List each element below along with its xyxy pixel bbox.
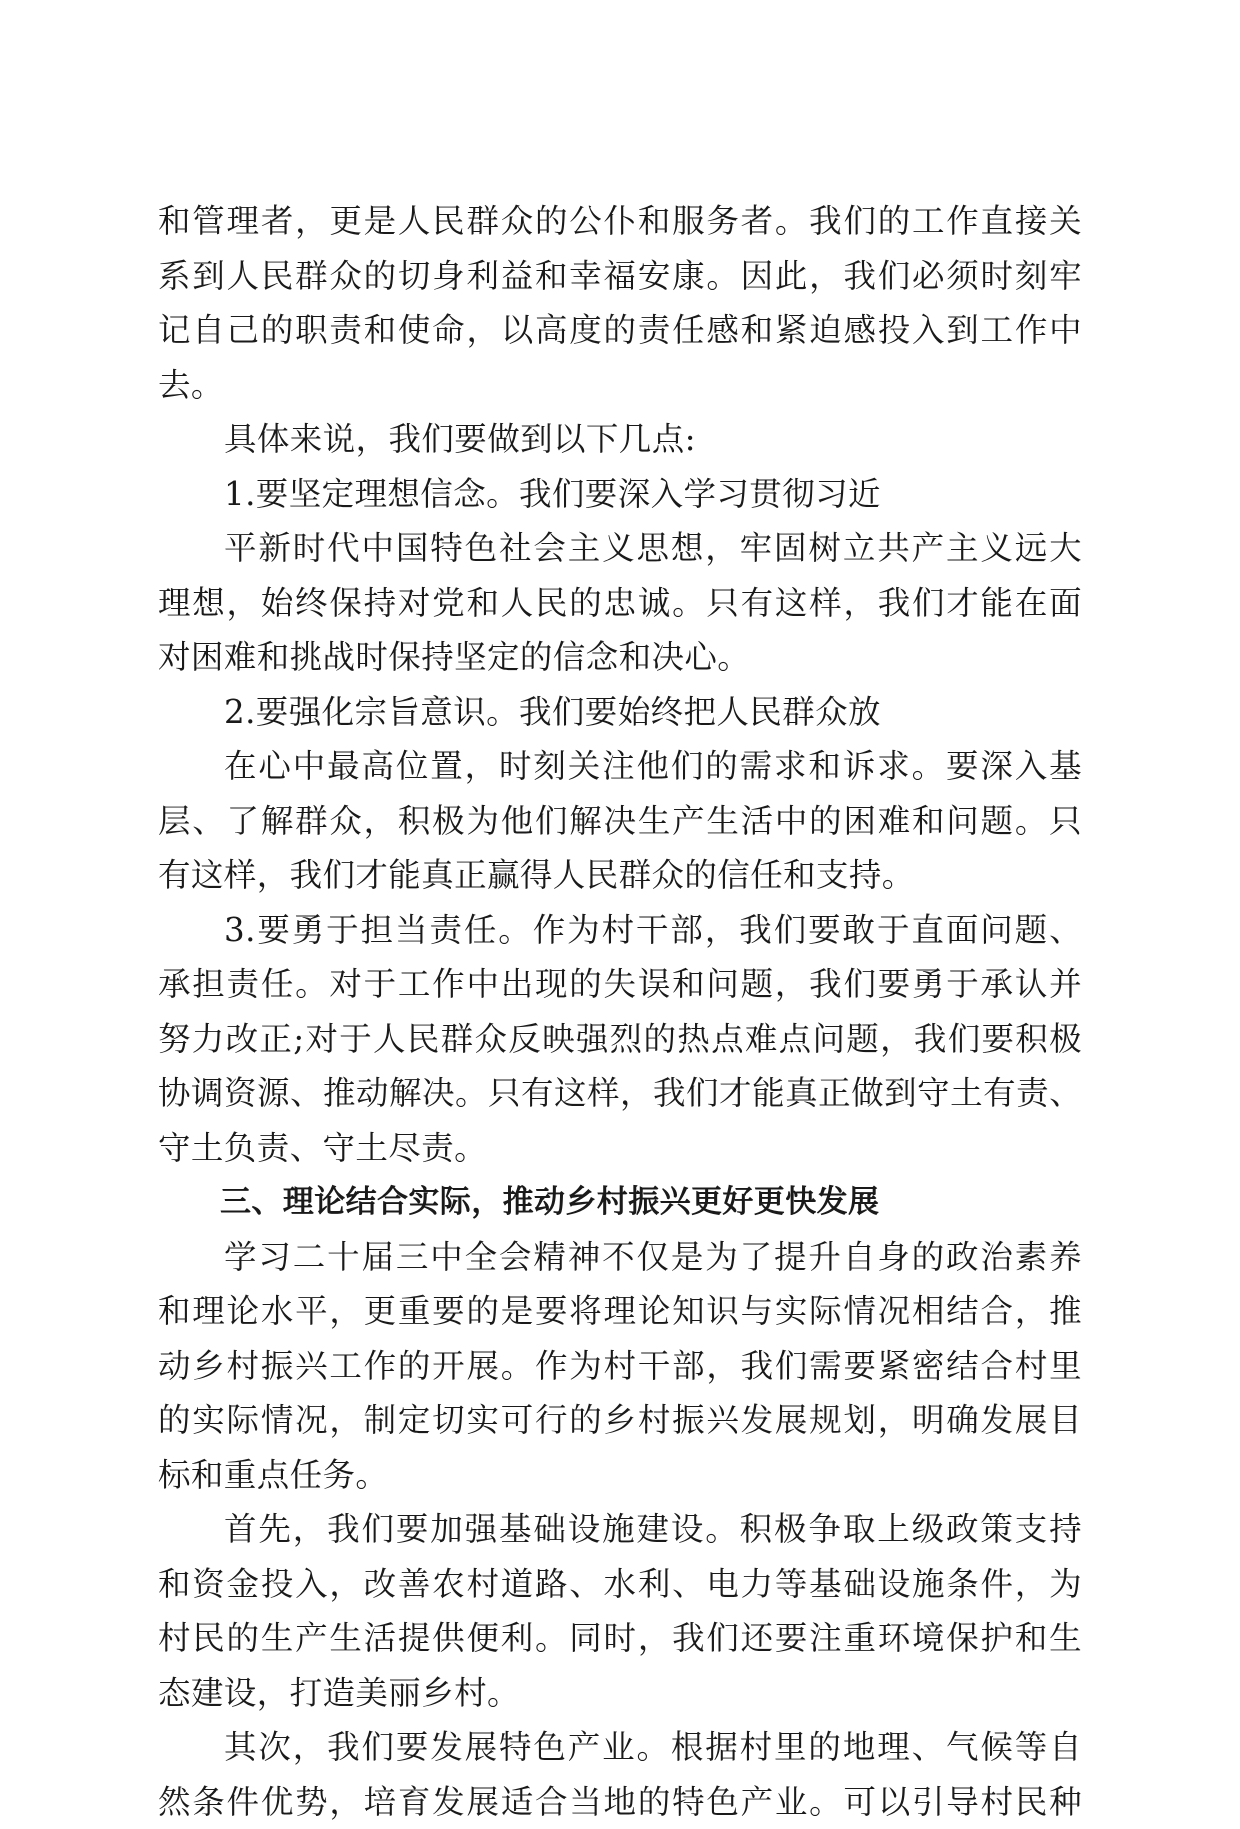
document-page — [158, 194, 1082, 1829]
text-line: 对困难和挑战时保持坚定的信念和决心。 — [158, 630, 1082, 685]
text-line: 村民的生产生活提供便利。同时，我们还要注重环境保护和生 — [158, 1611, 1082, 1666]
text-line: 去。 — [158, 358, 1082, 413]
text-line: 态建设，打造美丽乡村。 — [158, 1666, 1082, 1721]
text-line: 具体来说，我们要做到以下几点: — [158, 412, 1082, 467]
text-line: 承担责任。对于工作中出现的失误和问题，我们要勇于承认并 — [158, 957, 1082, 1012]
section-heading: 三、理论结合实际，推动乡村振兴更好更快发展 — [158, 1175, 1082, 1230]
text-line: 标和重点任务。 — [158, 1448, 1082, 1503]
text-line: 然条件优势，培育发展适合当地的特色产业。可以引导村民种 — [158, 1775, 1082, 1829]
text-line: 其次，我们要发展特色产业。根据村里的地理、气候等自 — [158, 1720, 1082, 1775]
text-line: 层、了解群众，积极为他们解决生产生活中的困难和问题。只 — [158, 794, 1082, 849]
text-line: 协调资源、推动解决。只有这样，我们才能真正做到守土有责、 — [158, 1066, 1082, 1121]
text-line: 动乡村振兴工作的开展。作为村干部，我们需要紧密结合村里 — [158, 1339, 1082, 1394]
text-line: 和资金投入，改善农村道路、水利、电力等基础设施条件，为 — [158, 1557, 1082, 1612]
text-line: 守土负责、守土尽责。 — [158, 1121, 1082, 1176]
text-line: 和管理者，更是人民群众的公仆和服务者。我们的工作直接关 — [158, 194, 1082, 249]
text-line: 平新时代中国特色社会主义思想，牢固树立共产主义远大 — [158, 521, 1082, 576]
text-line: 首先，我们要加强基础设施建设。积极争取上级政策支持 — [158, 1502, 1082, 1557]
text-line: 有这样，我们才能真正赢得人民群众的信任和支持。 — [158, 848, 1082, 903]
text-line: 1.要坚定理想信念。我们要深入学习贯彻习近 — [158, 467, 1082, 522]
text-line: 系到人民群众的切身利益和幸福安康。因此，我们必须时刻牢 — [158, 249, 1082, 304]
text-line: 努力改正;对于人民群众反映强烈的热点难点问题，我们要积极 — [158, 1012, 1082, 1067]
text-line: 2.要强化宗旨意识。我们要始终把人民群众放 — [158, 685, 1082, 740]
text-line: 的实际情况，制定切实可行的乡村振兴发展规划，明确发展目 — [158, 1393, 1082, 1448]
text-line: 记自己的职责和使命，以高度的责任感和紧迫感投入到工作中 — [158, 303, 1082, 358]
text-line: 在心中最高位置，时刻关注他们的需求和诉求。要深入基 — [158, 739, 1082, 794]
text-line: 理想，始终保持对党和人民的忠诚。只有这样，我们才能在面 — [158, 576, 1082, 631]
text-line: 和理论水平，更重要的是要将理论知识与实际情况相结合，推 — [158, 1284, 1082, 1339]
text-line: 学习二十届三中全会精神不仅是为了提升自身的政治素养 — [158, 1230, 1082, 1285]
text-line: 3.要勇于担当责任。作为村干部，我们要敢于直面问题、 — [158, 903, 1082, 958]
